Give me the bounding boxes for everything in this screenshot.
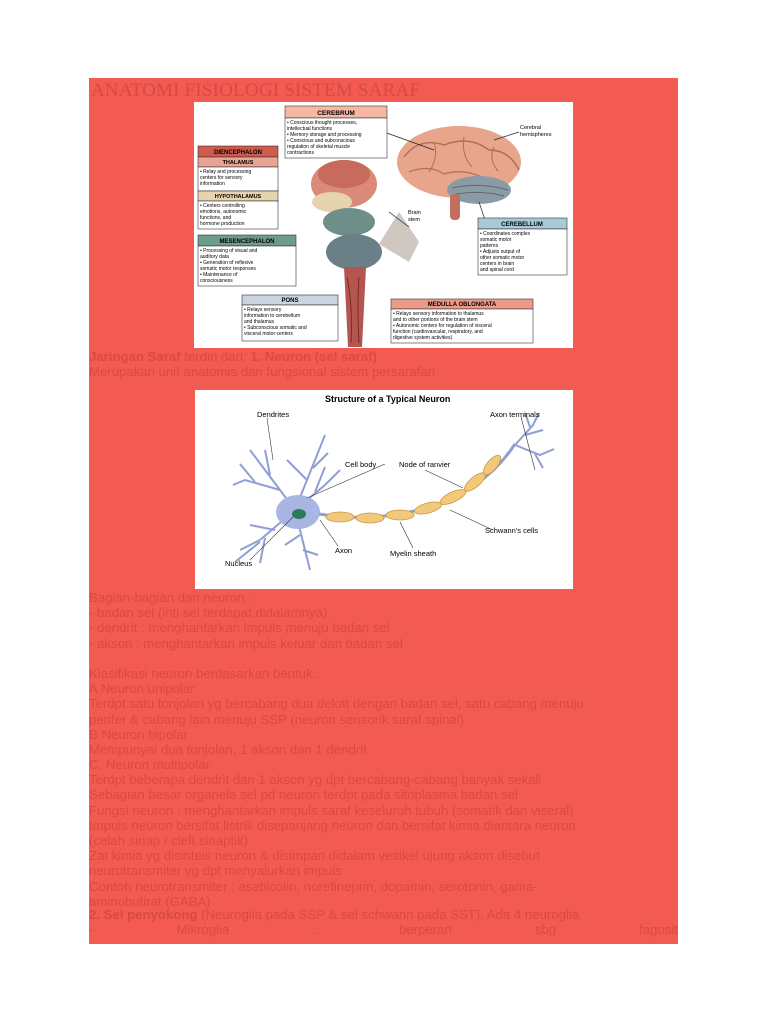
brain-anatomy-diagram	[194, 102, 573, 348]
diencephalon-title: DIENCEPHALON	[213, 150, 263, 156]
body-line: Impuls neuron bersifat listrik disepanjang neuron dan bersifat kimia diantara neuron	[89, 817, 576, 833]
body-line: perifer & cabang lain menuju SSP (neuron sensorik saraf spinal)	[89, 711, 465, 727]
body-line	[89, 651, 678, 666]
mesencephalon-title: MESENCEPHALON	[219, 239, 275, 245]
cerebellum-title: CEREBELLUM	[501, 222, 543, 228]
cerebrum-title: CEREBRUM	[317, 110, 355, 117]
cerebrum-items: • Conscious thought processes, intellectual functions • Memory storage and processing • Conscious and subconscious regulation of skeletal muscle contractions	[287, 120, 362, 156]
mesencephalon-items: • Processing of visual and auditory data • Generation of reflexive somatic motor responses • Maintenance of consciousness	[200, 248, 258, 284]
neuron-diagram	[195, 390, 573, 589]
body-line: neurotransmiter yg dpt menyalurkan impuls	[89, 863, 342, 879]
mikroglia-word: fagosit	[639, 922, 678, 938]
body-line: Contoh neurotransmiter : asetilcolin, norefineprin, dopamin, serotonin, gama-	[89, 878, 538, 894]
intro-line-1: Jaringan Saraf terdiri dari: 1. Neuron (sel saraf)	[89, 349, 378, 364]
cerebellum-items: • Coordinates complex somatic motor patterns • Adjusts output of other somatic motor centers in brain and spinal cord	[480, 231, 531, 273]
schwanns-cells-label: Schwann's cells	[485, 526, 539, 535]
body-line: C. Neuron multipolar	[89, 757, 210, 773]
hypothalamus-items: • Centers controlling emotions, autonomic functions, and hormone production	[200, 203, 247, 227]
body-line: B Neuron bipolar	[89, 726, 188, 742]
intro-line-2: Merupakan unit anatomis dan fungsional sistem persarafan	[89, 364, 436, 380]
hypothalamus-title: HYPOTHALAMUS	[214, 194, 262, 200]
page-title: ANATOMI FISIOLOGI SISTEM SARAF	[91, 80, 421, 101]
axon-label: Axon	[335, 546, 353, 555]
body-line: Terdpt satu tonjolan yg bercabang dua dekat dengan badan sel, satu cabang menuju	[89, 696, 584, 712]
cerebellum-box	[478, 218, 567, 275]
body-line: Zat kimia yg disinteis neuron & disimpan didalam vesikel ujung akson disebut	[89, 848, 540, 864]
medulla-items: • Relays sensory information to thalamus and to other portions of the brain stem • Autonomic centers for regulation of visceral function (cardiovascular, respiratory, and digestive system activities)	[393, 311, 492, 341]
axon-shape	[319, 444, 515, 517]
sel-penyokong-line: 2. Sel penyokong (Neuroglia pada SSP & sel schwann pada SST). Ada 4 neuroglia	[89, 907, 580, 922]
body-line: - dendrit : menghantarkan impuls menuju badan sel	[89, 620, 390, 636]
body-line: (celah sinap / cleft sinaptik)	[89, 833, 249, 848]
body-line: aminobutirat (GABA)	[89, 893, 211, 909]
sel-penyokong-paragraph	[89, 907, 678, 937]
cell-body-label: Cell body	[345, 460, 377, 469]
mesencephalon-box	[198, 235, 296, 286]
thalamus-items: • Relay and processing centers for sensory information	[200, 169, 252, 187]
body-line: Sebagian besar organela sel pd neuron terdpt pada sitoplasma badan sel	[89, 787, 518, 803]
body-line: Fungsi neuron : menghantarkan impuls saraf keseluruh tubuh (somatik dan viseral)	[89, 802, 574, 818]
svg-text:Dendrites Axon termina	[225, 410, 542, 568]
intro-text	[89, 349, 678, 379]
pons-box	[242, 295, 338, 341]
mikroglia-word: sbg	[534, 922, 557, 938]
body-line: - badan sel (inti sel terdapat didalamnya)	[89, 605, 328, 621]
body-text	[89, 590, 678, 909]
nucleus-shape	[292, 509, 306, 519]
thalamus-title: THALAMUS	[222, 160, 254, 166]
dendrites-label: Dendrites	[257, 410, 290, 419]
mikroglia-line	[89, 922, 678, 937]
medulla-title: MEDULLA OBLONGATA	[427, 302, 497, 308]
neuron-figure-title: Structure of a Typical Neuron	[325, 394, 451, 404]
mikroglia-word: -	[89, 922, 94, 938]
diencephalon-box	[198, 146, 278, 229]
body-line: - akson : menghantarkan impuls keluar dari badan sel	[89, 635, 403, 651]
brain-anatomy-figure	[194, 102, 573, 348]
document-page	[89, 78, 678, 944]
body-line: A Neuron unipolar	[89, 681, 195, 697]
axon-terminals-label: Axon terminals	[490, 410, 540, 419]
body-line: Mempunyai dua tonjolan, 1 akson dan 1 dendrit	[89, 741, 367, 757]
body-line: Klasifikasi neuron berdasarkan bentuk :	[89, 665, 320, 681]
medulla-oblongata-box	[391, 299, 533, 343]
pons-items: • Relays sensory information to cerebellum and thalamus • Subconscious somatic and visceral motor centers	[244, 307, 307, 337]
neuron-structure-figure	[195, 390, 573, 589]
mikroglia-word: berperan	[398, 922, 452, 938]
mikroglia-word: Mikroglia	[176, 922, 230, 938]
body-line: Bagian-bagian dari neuron :	[89, 590, 252, 605]
cerebral-hemispheres-label: Cerebral hemispheres	[520, 125, 552, 138]
mikroglia-word: :	[312, 922, 316, 938]
node-of-ranvier-label: Node of ranvier	[399, 460, 451, 469]
pons-title: PONS	[281, 298, 299, 304]
nucleus-label: Nucleus	[225, 559, 253, 568]
mesencephalon-shape	[323, 208, 375, 236]
body-line: Terdpt beberapa dendrit dan 1 akson yg dpt bercabang-cabang banyak sekali	[89, 772, 542, 788]
small-brain-stem-shape	[450, 194, 460, 220]
myelin-sheath-label: Myelin sheath	[390, 549, 437, 558]
pons-shape	[326, 234, 382, 270]
cerebrum-box	[285, 106, 387, 158]
brain-stem-label: Brain stem	[408, 210, 421, 223]
dendrites-shape	[233, 413, 554, 570]
